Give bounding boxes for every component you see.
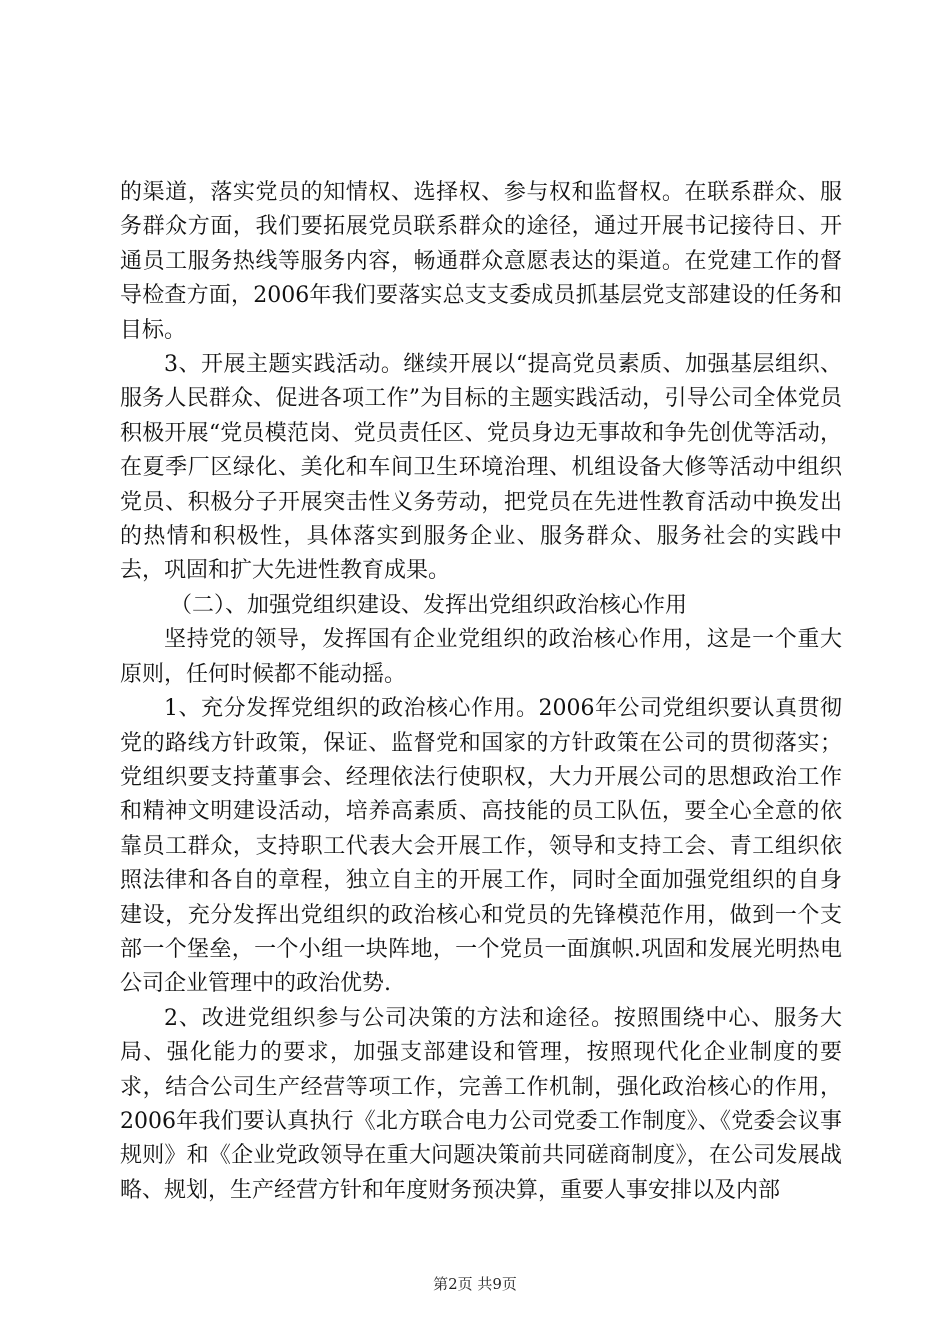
paragraph-thematic-practice: 3、开展主题实践活动。继续开展以“提高党员素质、加强基层组织、服务人民群众、促进各项工作”为目标的主题实践活动，引导公司全体党员积极开展“党员模范岗、党员责任区、党员身边无事故和争先创优等活动，在夏季厂区绿化、美化和车间卫生环境治理、机组设备大修等活动中组织党员、积极分子开展突击性义务劳动，把党员在先进性教育活动中换发出的热情和积极性，具体落实到服务企业、服务群众、服务社会的实践中去，巩固和扩大先进性教育成果。	[120, 352, 842, 584]
document-body	[120, 176, 842, 1208]
paragraph-decision-making: 2、改进党组织参与公司决策的方法和途径。按照围绕中心、服务大局、强化能力的要求，加强支部建设和管理，按照现代化企业制度的要求，结合公司生产经营等项工作，完善工作机制，强化政治核心的作用，2006年我们要认真执行《北方联合电力公司党委工作制度》、《党委会议事规则》和《企业党政领导在重大问题决策前共同磋商制度》，在公司发展战略、规划，生产经营方针和年度财务预决算，重要人事安排以及内部	[120, 1005, 842, 1203]
paragraph-political-core: 1、充分发挥党组织的政治核心作用。2006年公司党组织要认真贯彻党的路线方针政策，保证、监督党和国家的方针政策在公司的贯彻落实；党组织要支持董事会、经理依法行使职权，大力开展公司的思想政治工作和精神文明建设活动，培养高素质、高技能的员工队伍，要全心全意的依靠员工群众，支持职工代表大会开展工作，领导和支持工会、青工组织依照法律和各自的章程，独立自主的开展工作，同时全面加强党组织的自身建设，充分发挥出党组织的政治核心和党员的先锋模范作用，做到一个支部一个堡垒，一个小组一块阵地，一个党员一面旗帜.巩固和发展光明热电公司企业管理中的政治优势.	[120, 696, 842, 997]
section-heading: （二）、加强党组织建设、发挥出党组织政治核心作用	[170, 592, 688, 618]
page-number-footer: 第2页 共9页	[433, 1275, 517, 1293]
paragraph-party-leadership: 坚持党的领导，发挥国有企业党组织的政治核心作用，这是一个重大原则，任何时候都不能动摇。	[120, 627, 842, 687]
paragraph-continuation: 的渠道，落实党员的知情权、选择权、参与权和监督权。在联系群众、服务群众方面，我们要拓展党员联系群众的途径，通过开展书记接待日、开通员工服务热线等服务内容，畅通群众意愿表达的渠道。在党建工作的督导检查方面，2006年我们要落实总支支委成员抓基层党支部建设的任务和目标。	[120, 180, 842, 343]
